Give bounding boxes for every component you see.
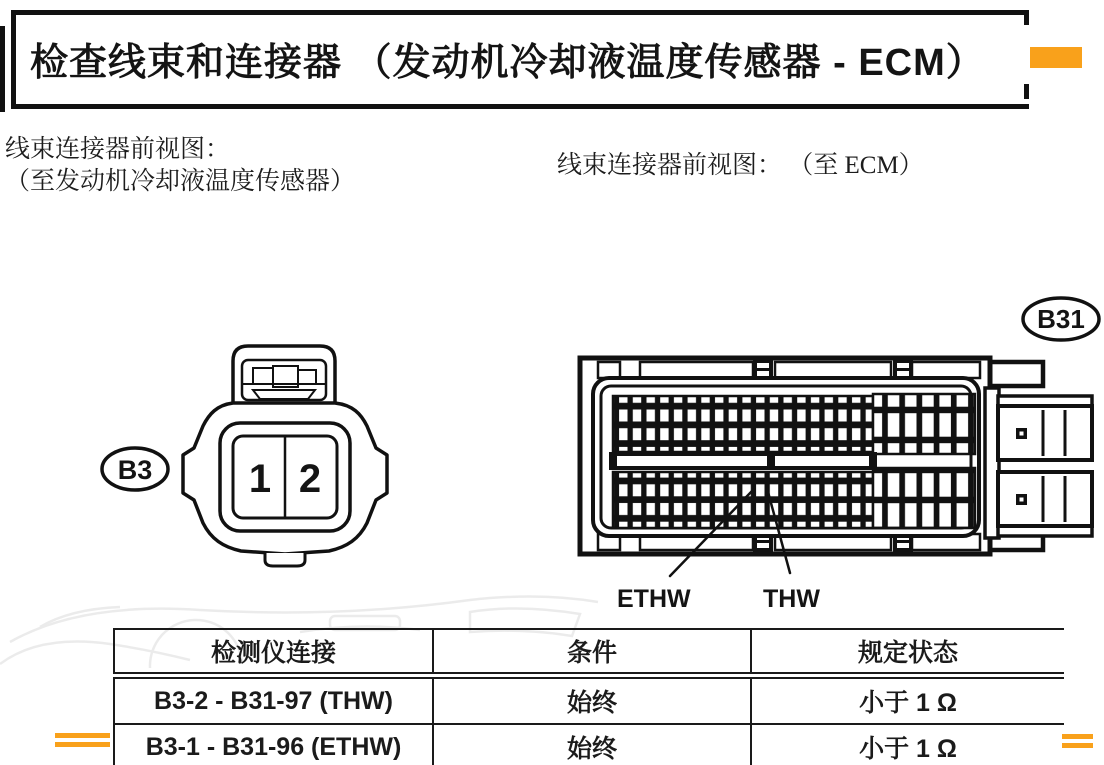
table-row <box>114 676 1064 725</box>
accent-mark-bottom-left <box>55 742 110 747</box>
ethw-pin-label: ETHW <box>617 585 691 613</box>
b3-latch-detail <box>298 370 316 384</box>
b3-pin-2: 2 <box>298 457 322 501</box>
b3-pin-1: 1 <box>248 457 272 501</box>
b31-label <box>1018 293 1104 345</box>
title-frame-tick-top <box>1024 10 1029 25</box>
caption-sensor-line2: （至发动机冷却液温度传感器） <box>5 168 356 195</box>
caption-sensor-view <box>5 134 355 198</box>
cell-condition: 始终 <box>433 724 751 765</box>
thw-pin-label: THW <box>763 585 820 613</box>
b3-latch-shelf <box>253 390 315 399</box>
table-row <box>114 724 1064 765</box>
accent-mark-bottom-right <box>1062 743 1093 748</box>
accent-mark-bottom-left <box>55 733 110 738</box>
b3-latch-detail <box>253 368 273 384</box>
ecm-key-band <box>609 452 877 470</box>
b3-label-text: B3 <box>117 455 153 485</box>
title-frame-tick-bottom <box>1024 84 1029 99</box>
ecm-side-connector <box>985 388 1092 538</box>
ecm-pin-grid-upper-right <box>873 394 975 454</box>
title-left-bar <box>0 26 5 112</box>
cell-condition: 始终 <box>433 676 751 725</box>
continuity-spec-table <box>113 628 1064 765</box>
accent-mark-top-right <box>1030 47 1082 68</box>
header-tester-connection: 检测仪连接 <box>114 629 433 676</box>
ecm-connector-diagram <box>575 350 1104 590</box>
caption-sensor-line1: 线束连接器前视图： <box>5 136 231 163</box>
cell-spec: 小于 1 Ω <box>751 724 1064 765</box>
page-title: 检查线束和连接器 （发动机冷却液温度传感器 - ECM） <box>30 42 985 84</box>
header-condition: 条件 <box>433 629 751 676</box>
b3-connector-diagram <box>95 335 395 575</box>
cell-connection: B3-1 - B31-96 (ETHW) <box>114 724 433 765</box>
b3-bottom-tab <box>265 553 305 566</box>
accent-mark-bottom-right <box>1062 734 1093 739</box>
table-header-row <box>114 629 1064 676</box>
header-specified-condition: 规定状态 <box>751 629 1064 676</box>
b31-label-text: B31 <box>1037 304 1085 334</box>
cell-spec: 小于 1 Ω <box>751 676 1064 725</box>
caption-ecm-view: 线束连接器前视图： （至 ECM） <box>557 152 924 179</box>
cell-connection: B3-2 - B31-97 (THW) <box>114 676 433 725</box>
ecm-pin-grid-lower-right <box>873 468 975 528</box>
ecm-pin-grid-upper <box>613 396 873 452</box>
